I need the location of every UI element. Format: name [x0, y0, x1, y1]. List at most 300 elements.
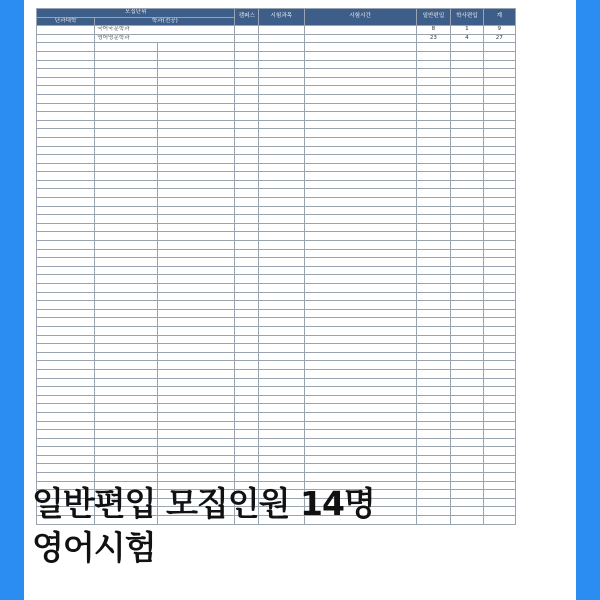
table-cell	[157, 455, 235, 464]
table-cell	[416, 206, 451, 215]
table-cell	[416, 326, 451, 335]
table-cell	[95, 309, 158, 318]
table-cell	[157, 120, 235, 129]
table-cell	[416, 77, 451, 86]
table-row	[37, 258, 516, 267]
table-cell	[259, 421, 304, 430]
table-cell	[259, 129, 304, 138]
table-cell	[37, 60, 95, 69]
table-cell	[259, 215, 304, 224]
table-cell	[235, 361, 259, 370]
table-cell	[259, 241, 304, 250]
table-cell	[37, 189, 95, 198]
table-cell	[451, 258, 483, 267]
table-cell	[235, 206, 259, 215]
table-cell	[416, 421, 451, 430]
table-cell	[483, 473, 515, 482]
table-cell	[451, 51, 483, 60]
table-cell	[304, 361, 416, 370]
table-cell	[416, 69, 451, 78]
table-cell	[235, 34, 259, 43]
table-cell	[37, 223, 95, 232]
table-cell	[483, 352, 515, 361]
table-cell	[37, 455, 95, 464]
table-cell	[483, 378, 515, 387]
table-cell	[95, 361, 158, 370]
table-row	[37, 77, 516, 86]
table-cell	[37, 26, 95, 35]
table-cell	[416, 86, 451, 95]
table-cell	[416, 361, 451, 370]
table-cell	[95, 172, 158, 181]
table-cell	[451, 43, 483, 52]
table-cell	[157, 198, 235, 207]
table-cell: 국어국문학과	[95, 26, 235, 35]
table-cell	[304, 412, 416, 421]
table-cell	[95, 335, 158, 344]
table-cell	[95, 189, 158, 198]
table-row	[37, 309, 516, 318]
table-cell	[259, 404, 304, 413]
table-cell	[95, 318, 158, 327]
table-cell	[235, 473, 259, 482]
table-cell	[37, 447, 95, 456]
table-cell	[95, 94, 158, 103]
table-cell	[483, 438, 515, 447]
table-cell	[95, 249, 158, 258]
table-cell	[483, 163, 515, 172]
admission-table-wrap	[36, 8, 516, 525]
table-cell	[451, 326, 483, 335]
table-row	[37, 421, 516, 430]
table-cell	[259, 26, 304, 35]
table-cell	[259, 258, 304, 267]
table-cell	[304, 77, 416, 86]
table-cell	[157, 361, 235, 370]
table-row	[37, 266, 516, 275]
table-cell	[483, 309, 515, 318]
table-cell	[416, 378, 451, 387]
table-cell	[37, 292, 95, 301]
table-cell	[37, 198, 95, 207]
table-cell	[416, 155, 451, 164]
table-cell	[235, 318, 259, 327]
table-row	[37, 275, 516, 284]
table-cell	[483, 361, 515, 370]
table-cell	[259, 112, 304, 121]
table-cell	[259, 60, 304, 69]
table-cell	[235, 455, 259, 464]
table-cell	[259, 120, 304, 129]
table-cell	[483, 94, 515, 103]
table-cell	[95, 60, 158, 69]
table-cell	[483, 275, 515, 284]
table-cell	[259, 455, 304, 464]
table-cell	[157, 155, 235, 164]
table-row	[37, 455, 516, 464]
table-cell	[416, 430, 451, 439]
table-cell	[416, 60, 451, 69]
table-cell	[483, 172, 515, 181]
table-cell	[416, 163, 451, 172]
table-cell	[37, 395, 95, 404]
table-cell	[157, 335, 235, 344]
table-cell	[157, 387, 235, 396]
table-cell	[259, 326, 304, 335]
table-row	[37, 378, 516, 387]
table-cell	[416, 129, 451, 138]
table-cell	[37, 232, 95, 241]
table-cell	[259, 292, 304, 301]
table-cell	[451, 378, 483, 387]
table-cell	[304, 26, 416, 35]
table-cell	[304, 387, 416, 396]
table-cell	[451, 284, 483, 293]
table-cell	[95, 258, 158, 267]
table-cell	[451, 180, 483, 189]
table-cell	[157, 129, 235, 138]
table-cell	[235, 51, 259, 60]
table-cell	[483, 387, 515, 396]
table-row	[37, 146, 516, 155]
table-cell	[416, 275, 451, 284]
table-cell	[304, 249, 416, 258]
table-cell: 1	[451, 26, 483, 35]
table-cell	[235, 404, 259, 413]
table-cell	[483, 232, 515, 241]
table-cell	[451, 438, 483, 447]
table-cell	[304, 464, 416, 473]
table-cell	[259, 335, 304, 344]
table-cell	[157, 103, 235, 112]
table-row	[37, 60, 516, 69]
table-cell	[259, 189, 304, 198]
table-cell	[416, 198, 451, 207]
table-cell	[157, 438, 235, 447]
table-cell	[157, 69, 235, 78]
table-cell	[37, 309, 95, 318]
table-cell	[483, 455, 515, 464]
table-cell	[157, 464, 235, 473]
table-cell	[157, 344, 235, 353]
table-cell	[451, 335, 483, 344]
table-cell	[235, 249, 259, 258]
header-dept: 학과(전공)	[95, 17, 235, 26]
table-cell	[483, 301, 515, 310]
table-cell	[259, 163, 304, 172]
table-cell	[95, 344, 158, 353]
table-cell	[37, 369, 95, 378]
table-cell	[483, 43, 515, 52]
table-cell	[451, 369, 483, 378]
table-cell	[157, 86, 235, 95]
table-cell	[416, 438, 451, 447]
header-college: 단과대학	[37, 17, 95, 26]
table-cell	[451, 430, 483, 439]
table-cell: 9	[483, 26, 515, 35]
table-row	[37, 198, 516, 207]
table-cell: 8	[416, 26, 451, 35]
table-cell	[95, 206, 158, 215]
table-cell	[95, 155, 158, 164]
table-cell	[304, 404, 416, 413]
table-cell	[416, 172, 451, 181]
table-cell	[451, 137, 483, 146]
table-cell	[451, 69, 483, 78]
table-cell	[235, 155, 259, 164]
table-cell	[235, 180, 259, 189]
table-cell	[235, 326, 259, 335]
table-cell	[416, 464, 451, 473]
table-cell	[483, 215, 515, 224]
table-cell	[416, 223, 451, 232]
table-cell	[157, 309, 235, 318]
table-cell	[304, 137, 416, 146]
table-row	[37, 112, 516, 121]
table-cell	[259, 412, 304, 421]
table-cell	[416, 180, 451, 189]
table-cell	[235, 112, 259, 121]
table-cell	[157, 318, 235, 327]
table-cell	[235, 26, 259, 35]
table-cell	[483, 103, 515, 112]
table-cell	[304, 163, 416, 172]
table-cell	[416, 404, 451, 413]
table-cell	[37, 180, 95, 189]
table-cell	[304, 335, 416, 344]
table-cell	[304, 473, 416, 482]
table-cell	[157, 60, 235, 69]
table-cell	[37, 112, 95, 121]
table-row	[37, 94, 516, 103]
table-cell	[157, 137, 235, 146]
table-cell	[304, 146, 416, 155]
table-cell	[483, 335, 515, 344]
table-cell	[483, 69, 515, 78]
table-cell	[95, 103, 158, 112]
table-cell	[304, 326, 416, 335]
table-cell	[451, 241, 483, 250]
table-cell	[483, 326, 515, 335]
table-cell	[235, 447, 259, 456]
table-row	[37, 318, 516, 327]
table-cell	[95, 77, 158, 86]
table-cell	[37, 241, 95, 250]
table-row	[37, 473, 516, 482]
table-cell	[157, 241, 235, 250]
table-cell	[259, 198, 304, 207]
table-row	[37, 34, 516, 43]
table-cell	[416, 447, 451, 456]
table-cell	[259, 473, 304, 482]
table-cell	[304, 292, 416, 301]
table-row	[37, 206, 516, 215]
table-cell	[483, 258, 515, 267]
table-cell	[483, 404, 515, 413]
table-cell	[157, 77, 235, 86]
table-row	[37, 369, 516, 378]
table-cell	[95, 51, 158, 60]
table-cell	[259, 77, 304, 86]
table-cell	[451, 198, 483, 207]
table-cell	[95, 404, 158, 413]
table-cell	[259, 464, 304, 473]
table-cell	[235, 395, 259, 404]
admission-table	[36, 8, 516, 525]
table-cell	[451, 344, 483, 353]
table-cell	[95, 464, 158, 473]
table-cell	[304, 129, 416, 138]
table-cell	[235, 369, 259, 378]
table-cell	[304, 69, 416, 78]
table-cell	[37, 206, 95, 215]
table-cell	[157, 352, 235, 361]
table-row	[37, 155, 516, 164]
table-cell	[451, 232, 483, 241]
table-cell	[304, 430, 416, 439]
table-cell	[483, 421, 515, 430]
table-cell	[235, 387, 259, 396]
table-cell	[259, 180, 304, 189]
table-cell	[235, 292, 259, 301]
table-cell	[37, 137, 95, 146]
table-cell	[416, 103, 451, 112]
table-cell	[304, 155, 416, 164]
table-cell	[304, 103, 416, 112]
table-cell	[416, 189, 451, 198]
table-cell	[259, 86, 304, 95]
table-row	[37, 352, 516, 361]
table-cell	[304, 94, 416, 103]
table-cell	[416, 43, 451, 52]
table-cell	[483, 412, 515, 421]
table-cell	[235, 266, 259, 275]
table-cell	[235, 146, 259, 155]
table-row	[37, 438, 516, 447]
table-cell	[483, 189, 515, 198]
table-cell	[157, 275, 235, 284]
table-cell	[451, 94, 483, 103]
table-cell	[483, 395, 515, 404]
table-cell	[483, 146, 515, 155]
table-cell	[304, 344, 416, 353]
table-cell	[95, 326, 158, 335]
header-total: 계	[483, 9, 515, 26]
headline	[32, 482, 552, 570]
table-cell	[259, 232, 304, 241]
table-cell	[95, 232, 158, 241]
table-cell	[451, 292, 483, 301]
table-cell	[235, 198, 259, 207]
table-cell	[37, 404, 95, 413]
table-cell	[235, 43, 259, 52]
table-cell	[259, 318, 304, 327]
table-cell: 4	[451, 34, 483, 43]
table-row	[37, 412, 516, 421]
table-row	[37, 292, 516, 301]
table-cell	[304, 223, 416, 232]
table-cell	[157, 172, 235, 181]
table-row	[37, 249, 516, 258]
table-row	[37, 361, 516, 370]
table-cell	[235, 258, 259, 267]
table-cell	[157, 412, 235, 421]
table-cell	[416, 146, 451, 155]
table-cell	[95, 120, 158, 129]
table-cell	[95, 86, 158, 95]
table-cell	[304, 266, 416, 275]
table-cell	[235, 464, 259, 473]
table-cell	[37, 215, 95, 224]
header-general: 일반편입	[416, 9, 451, 26]
table-cell	[259, 275, 304, 284]
table-cell	[235, 69, 259, 78]
table-cell	[451, 318, 483, 327]
table-cell	[416, 369, 451, 378]
table-row	[37, 120, 516, 129]
table-row	[37, 129, 516, 138]
table-cell	[235, 378, 259, 387]
table-cell	[304, 438, 416, 447]
table-cell	[37, 430, 95, 439]
table-row	[37, 180, 516, 189]
table-cell	[259, 69, 304, 78]
table-cell	[95, 129, 158, 138]
table-cell	[483, 318, 515, 327]
table-cell	[157, 146, 235, 155]
table-cell	[483, 344, 515, 353]
table-cell	[483, 112, 515, 121]
table-cell	[157, 51, 235, 60]
table-cell	[157, 378, 235, 387]
table-cell	[95, 137, 158, 146]
header-bachelor: 학사편입	[451, 9, 483, 26]
table-cell	[416, 284, 451, 293]
table-body	[37, 26, 516, 524]
table-cell	[451, 249, 483, 258]
table-cell	[235, 215, 259, 224]
table-cell	[259, 430, 304, 439]
table-cell	[37, 51, 95, 60]
table-cell	[259, 51, 304, 60]
table-cell	[95, 112, 158, 121]
table-cell	[416, 309, 451, 318]
table-cell	[451, 352, 483, 361]
table-cell	[416, 335, 451, 344]
table-cell	[235, 284, 259, 293]
table-cell	[37, 249, 95, 258]
table-cell	[95, 43, 158, 52]
table-cell	[235, 172, 259, 181]
table-cell	[235, 86, 259, 95]
table-cell	[259, 266, 304, 275]
table-cell	[416, 120, 451, 129]
table-cell	[95, 455, 158, 464]
table-cell	[483, 430, 515, 439]
table-cell	[304, 395, 416, 404]
table-cell	[37, 378, 95, 387]
table-cell	[157, 94, 235, 103]
table-cell	[483, 51, 515, 60]
table-row	[37, 395, 516, 404]
table-cell	[483, 60, 515, 69]
table-cell	[37, 34, 95, 43]
table-cell	[235, 120, 259, 129]
table-cell	[416, 455, 451, 464]
table-cell	[416, 292, 451, 301]
table-cell	[259, 369, 304, 378]
table-row	[37, 404, 516, 413]
